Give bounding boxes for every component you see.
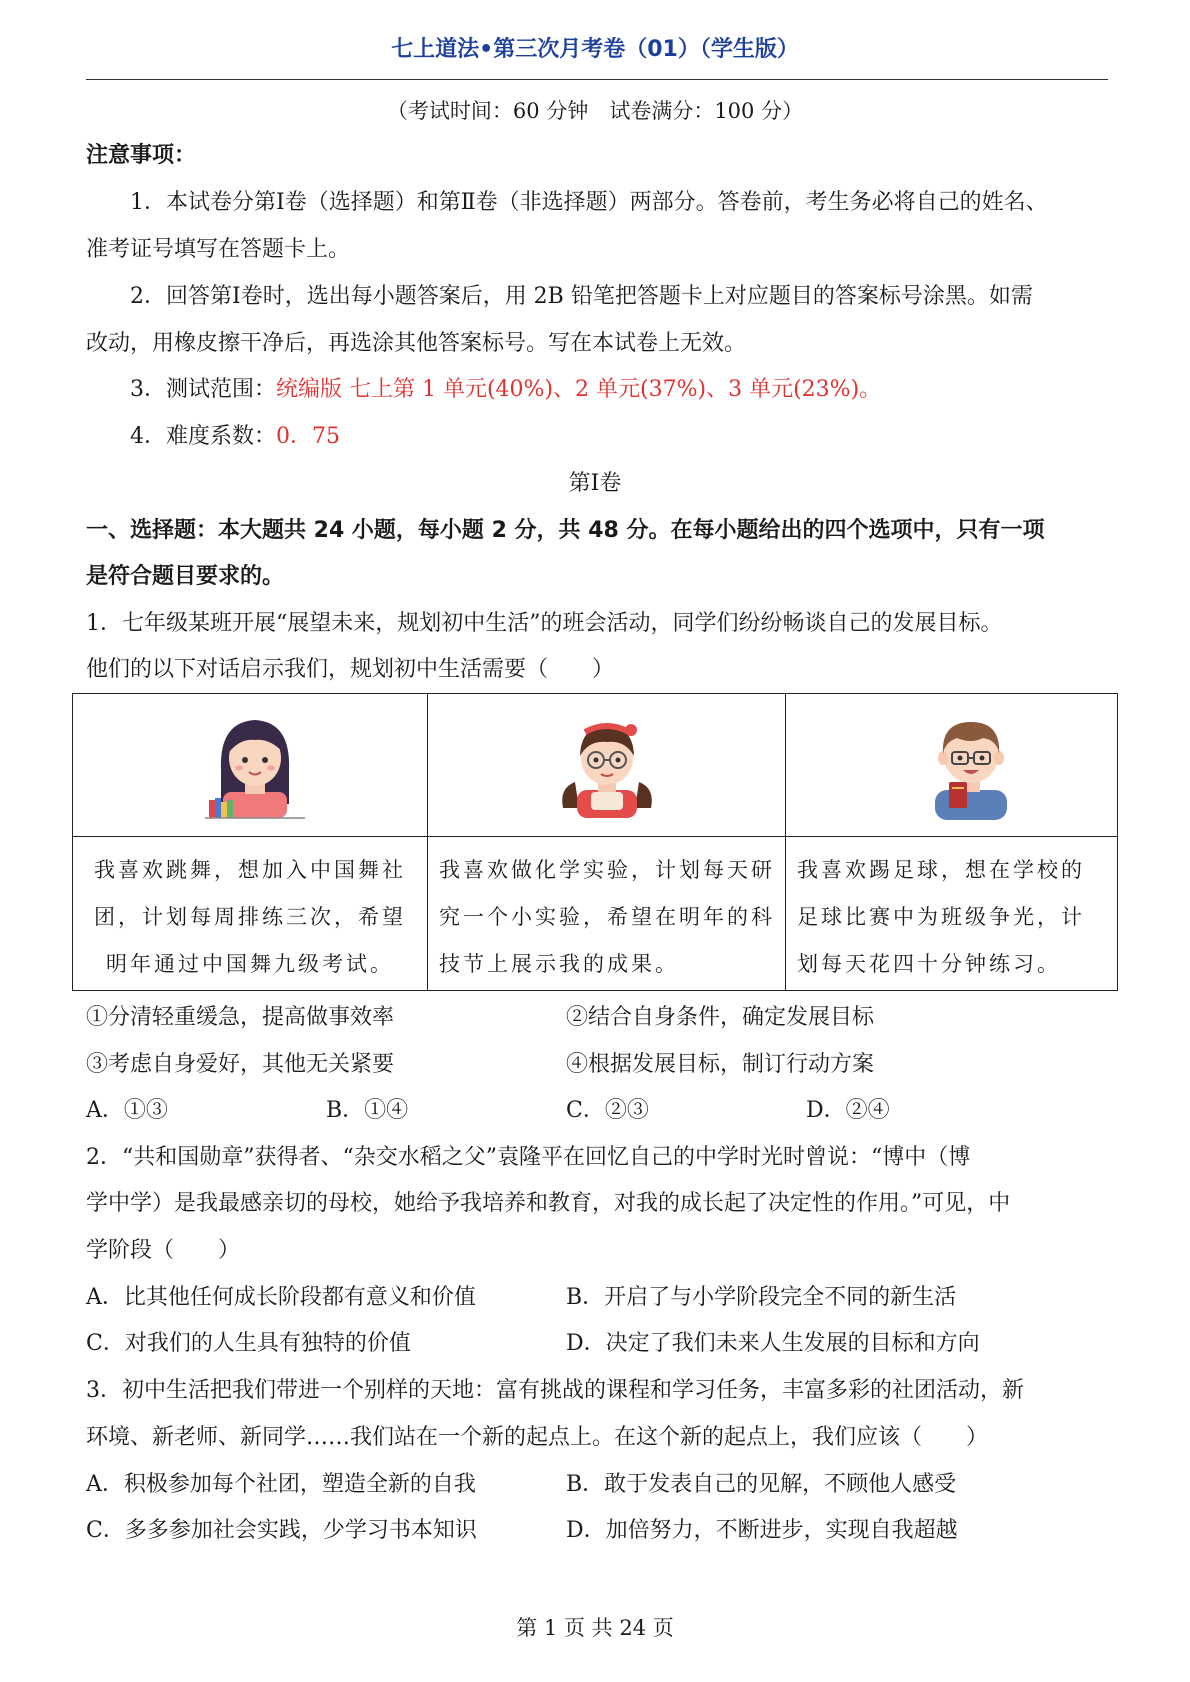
q2-stem-line-2: 学中学）是我最感亲切的母校，她给予我培养和教育，对我的成长起了决定性的作用。”可见，中 [86, 1191, 1011, 1216]
section-heading-line-1: 一、选择题：本大题共 24 小题，每小题 2 分，共 48 分。在每小题给出的四个选项中，只有一项 [86, 518, 1045, 543]
exam-subtitle: （考试时间：60 分钟 试卷满分：100 分） [386, 99, 804, 123]
q1-option-b[interactable]: B．①④ [326, 1098, 409, 1123]
q1-quote-1: 我喜欢跳舞，想加入中国舞社团，计划每周排练三次，希望明年通过中国舞九级考试。 [94, 858, 406, 976]
q3-option-a[interactable]: A．积极参加每个社团，塑造全新的自我 [86, 1472, 476, 1497]
q1-stem-line-2: 他们的以下对话启示我们，规划初中生活需要（ ） [86, 657, 615, 682]
notice-item-4-label: 4．难度系数： [130, 424, 276, 449]
page-number: 第 1 页 共 24 页 [516, 1616, 674, 1640]
student-boy-avatar [921, 712, 1021, 820]
notice-item-3 [130, 375, 1160, 405]
q2-stem-line-1: 2．“共和国勋章”获得者、“杂交水稻之父”袁隆平在回忆自己的中学时光时曾说：“博中（博 [86, 1145, 971, 1170]
notice-item-4 [130, 422, 1160, 452]
q2-option-a[interactable]: A．比其他任何成长阶段都有意义和价值 [86, 1285, 476, 1310]
q2-option-b[interactable]: B．开启了与小学阶段完全不同的新生活 [566, 1285, 957, 1310]
notice-item-1-line-2: 准考证号填写在答题卡上。 [86, 237, 351, 262]
q1-statement-3: ③考虑自身爱好，其他无关紧要 [86, 1052, 395, 1077]
q1-statement-2: ②结合自身条件，确定发展目标 [566, 1005, 875, 1030]
section-heading-line-2: 是符合题目要求的。 [86, 564, 285, 589]
q3-option-d[interactable]: D．加倍努力，不断进步，实现自我超越 [566, 1518, 958, 1543]
table-divider [427, 694, 428, 990]
notice-item-1-line-1: 1．本试卷分第Ⅰ卷（选择题）和第Ⅱ卷（非选择题）两部分。答卷前，考生务必将自己的姓名、 [130, 190, 1048, 215]
student-glasses-girl-avatar [555, 712, 659, 820]
q1-statement-1: ①分清轻重缓急，提高做事效率 [86, 1005, 395, 1030]
q1-option-d[interactable]: D．②④ [806, 1098, 890, 1123]
q1-option-a[interactable]: A．①③ [86, 1098, 168, 1123]
student-girl-avatar [205, 712, 305, 820]
test-scope: 统编版 七上第 1 单元(40%)、2 单元(37%)、3 单元(23%)。 [276, 377, 882, 402]
table-divider [785, 694, 786, 990]
q3-stem-line-2: 环境、新老师、新同学……我们站在一个新的起点上。在这个新的起点上，我们应该（ ） [86, 1425, 989, 1450]
notice-item-2-line-1: 2．回答第Ⅰ卷时，选出每小题答案后，用 2B 铅笔把答题卡上对应题目的答案标号涂黑。如需 [130, 284, 1033, 309]
volume-title: 第Ⅰ卷 [568, 471, 622, 496]
q1-quote-3: 我喜欢踢足球，想在学校的足球比赛中为班级争光，计划每天花四十分钟练习。 [797, 858, 1085, 976]
q3-stem-line-1: 3．初中生活把我们带进一个别样的天地：富有挑战的课程和学习任务，丰富多彩的社团活动，新 [86, 1378, 1025, 1403]
notice-heading: 注意事项： [86, 143, 197, 168]
page-title: 七上道法•第三次月考卷（01）（学生版） [391, 37, 799, 62]
notice-item-2-line-2: 改动，用橡皮擦干净后，再选涂其他答案标号。写在本试卷上无效。 [86, 331, 747, 356]
q1-quote-2: 我喜欢做化学实验，计划每天研究一个小实验，希望在明年的科技节上展示我的成果。 [439, 858, 775, 976]
q2-option-d[interactable]: D．决定了我们未来人生发展的目标和方向 [566, 1331, 980, 1356]
difficulty-value: 0．75 [276, 424, 340, 449]
notice-item-3-label: 3．测试范围： [130, 377, 276, 402]
q3-option-c[interactable]: C．多多参加社会实践，少学习书本知识 [86, 1518, 477, 1543]
q2-stem-line-3: 学阶段（ ） [86, 1238, 241, 1263]
q1-statement-4: ④根据发展目标，制订行动方案 [566, 1052, 875, 1077]
table-divider [73, 836, 1117, 837]
q1-option-c[interactable]: C．②③ [566, 1098, 649, 1123]
q2-option-c[interactable]: C．对我们的人生具有独特的价值 [86, 1331, 411, 1356]
q1-dialogue-table [72, 693, 1118, 991]
q3-option-b[interactable]: B．敢于发表自己的见解，不顾他人感受 [566, 1472, 957, 1497]
q1-stem-line-1: 1．七年级某班开展“展望未来，规划初中生活”的班会活动，同学们纷纷畅谈自己的发展目标。 [86, 611, 1003, 636]
header-divider [86, 79, 1108, 80]
